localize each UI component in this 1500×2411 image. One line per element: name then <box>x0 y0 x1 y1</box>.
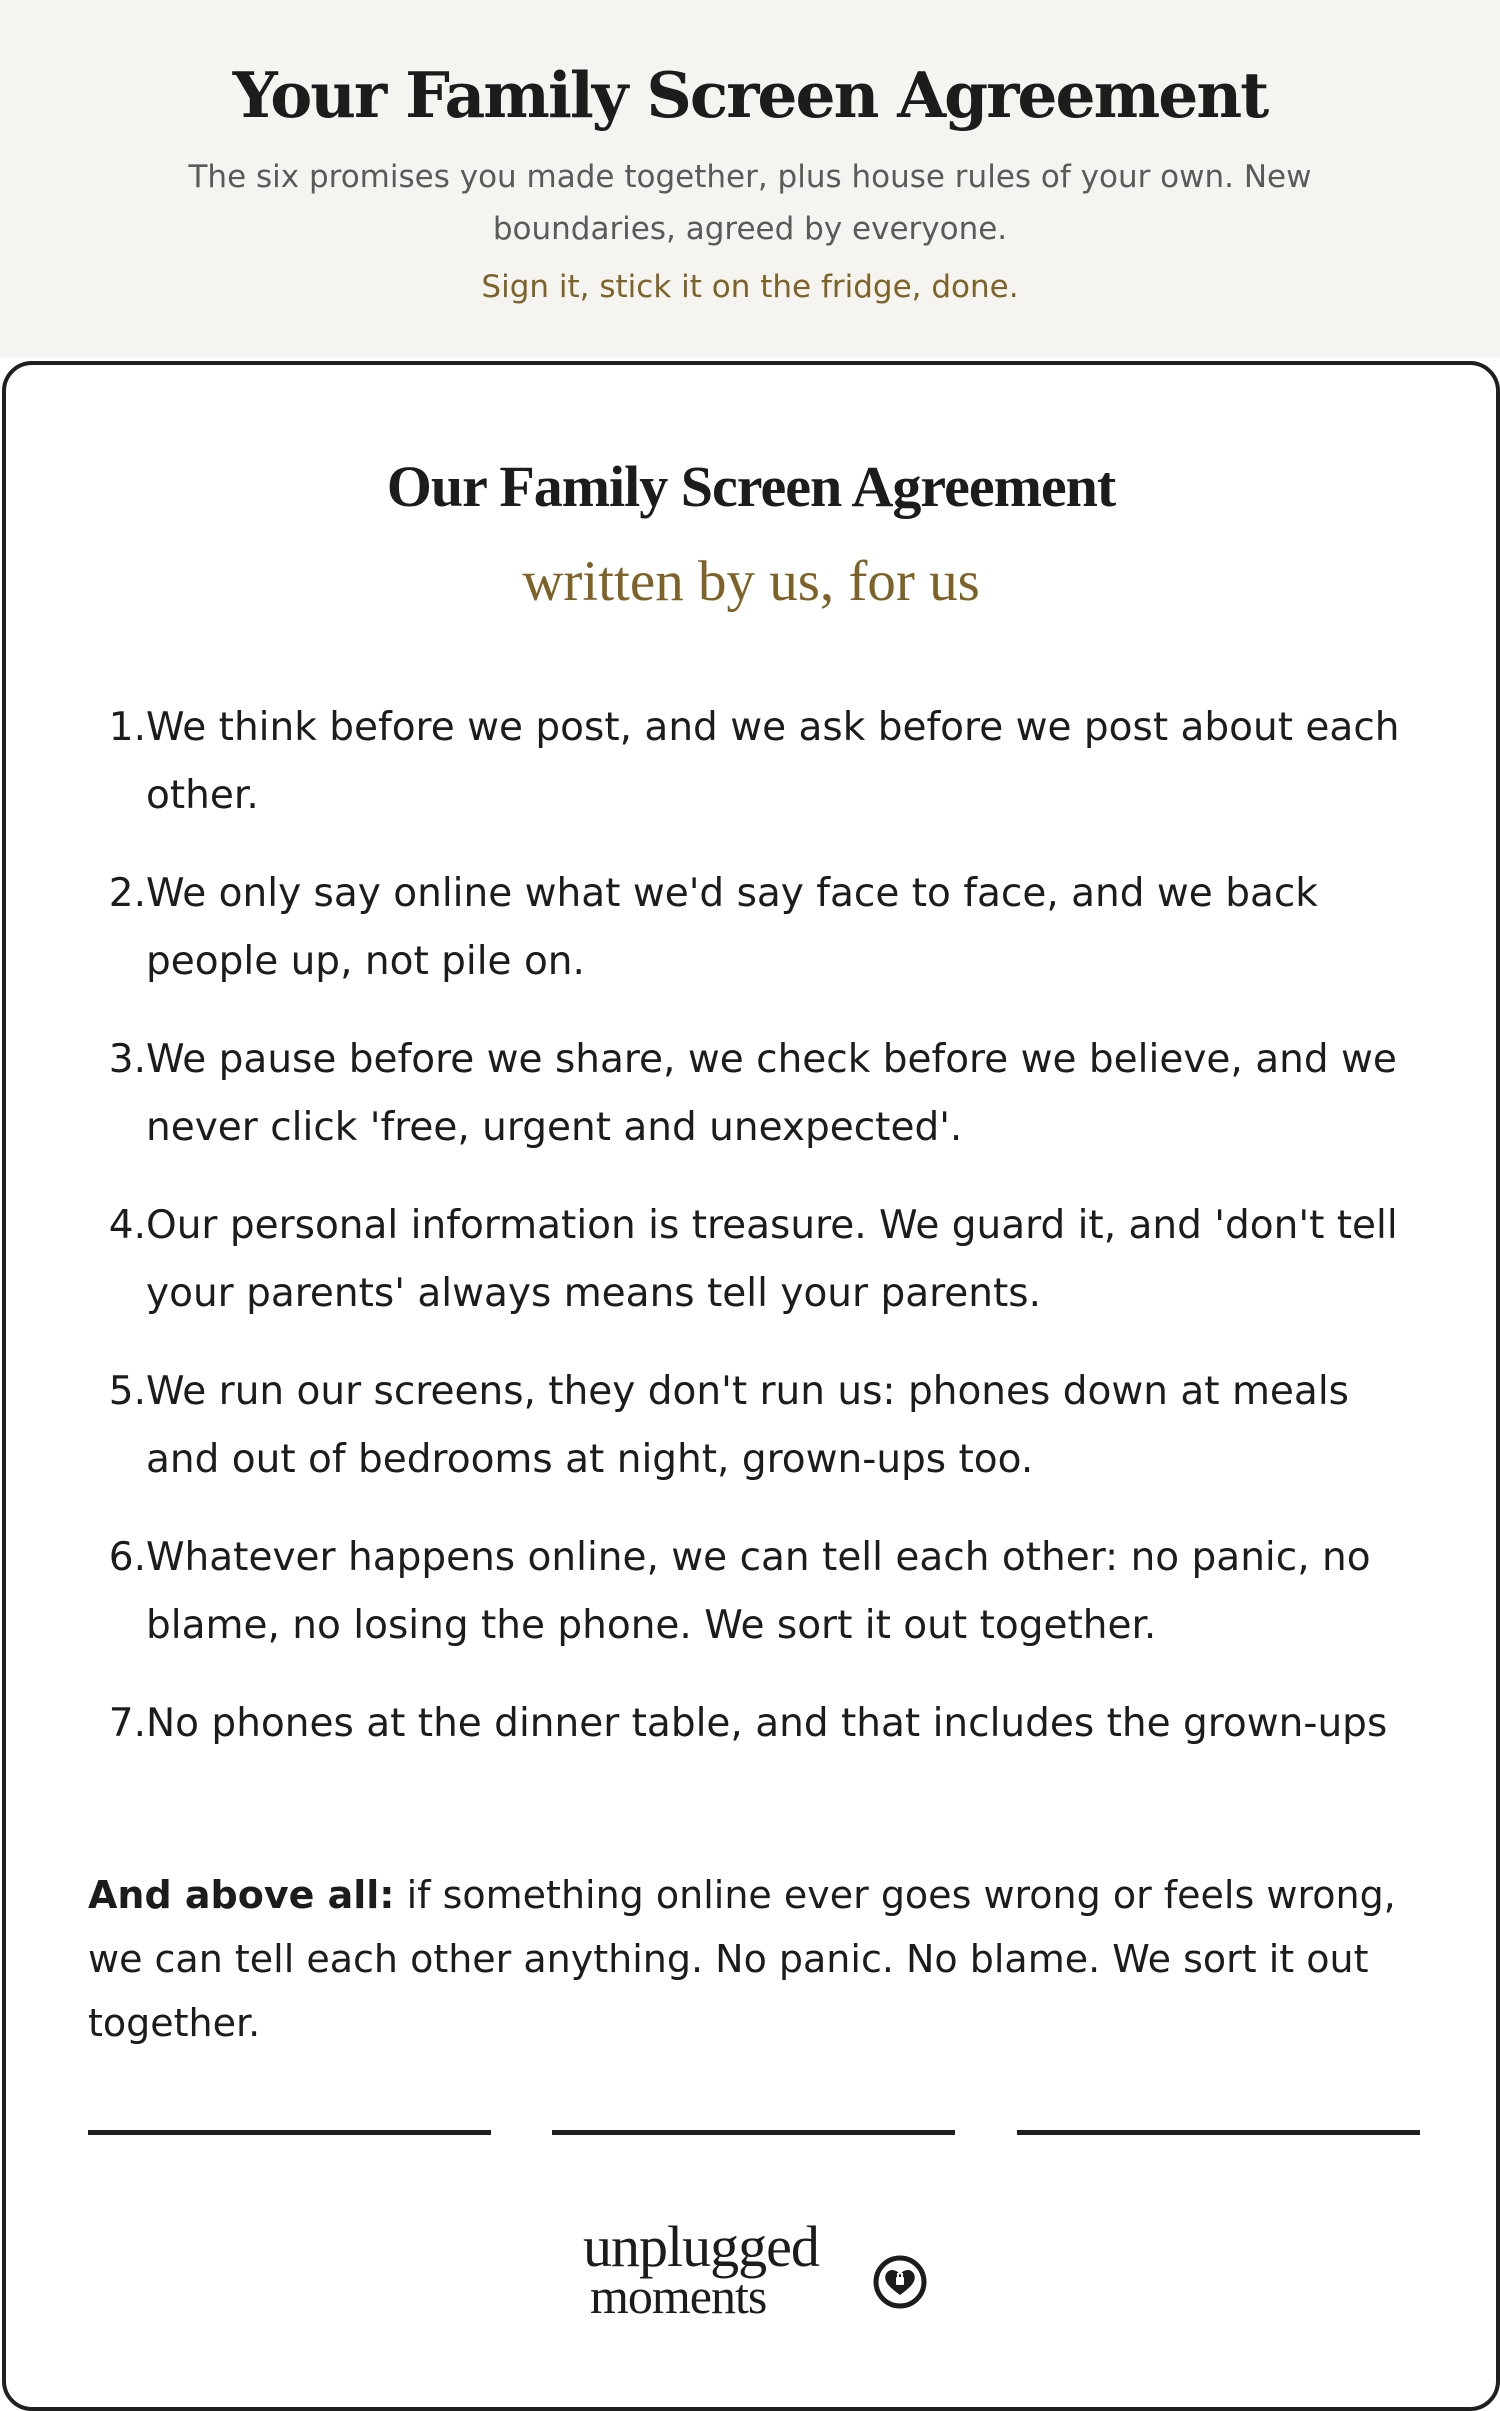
closing-text: if something online ever goes wrong or feels wrong, we can tell each other anything. No panic. No blame. We sort it out together. <box>88 1873 1396 2045</box>
page-title: Your Family Screen Agreement <box>232 58 1268 132</box>
logo-text-line2: moments <box>590 2268 767 2324</box>
promise-text: Whatever happens online, we can tell each other: no panic, no blame, no losing the phone. We sort it out together. <box>146 1535 1371 1648</box>
promise-number: 2. <box>108 871 146 916</box>
promise-text: We run our screens, they don't run us: phones down at meals and out of bedrooms at night, grown-ups too. <box>146 1369 1349 1482</box>
page-subtitle: The six promises you made together, plus house rules of your own. New boundaries, agreed by everyone. <box>188 159 1312 247</box>
signature-line[interactable] <box>1017 2130 1420 2135</box>
promise-number: 7. <box>108 1701 146 1746</box>
closing-label: And above all: <box>88 1873 395 1917</box>
agreement-card <box>2 361 1500 2411</box>
signature-line[interactable] <box>552 2130 955 2135</box>
promise-list <box>88 694 1428 1788</box>
promise-text: We pause before we share, we check before we believe, and we never click 'free, urgent and unexpected'. <box>146 1037 1397 1150</box>
promise-number: 4. <box>108 1203 146 1248</box>
promise-number: 3. <box>108 1037 146 1082</box>
list-item <box>88 694 1428 830</box>
list-item <box>88 1524 1428 1660</box>
page-header <box>0 0 1500 357</box>
promise-number: 1. <box>108 705 146 750</box>
list-item <box>88 1358 1428 1494</box>
signature-line[interactable] <box>88 2130 491 2135</box>
closing-statement <box>88 1863 1438 2055</box>
heart-plug-icon <box>869 2251 931 2313</box>
list-item <box>88 1192 1428 1328</box>
promise-number: 6. <box>108 1535 146 1580</box>
promise-text: We think before we post, and we ask before we post about each other. <box>146 705 1400 818</box>
promise-text: No phones at the dinner table, and that includes the grown-ups <box>146 1701 1388 1746</box>
brand-logo <box>583 2214 928 2349</box>
promise-number: 5. <box>108 1369 146 1414</box>
agreement-title: Our Family Screen Agreement <box>386 454 1116 519</box>
promise-text: We only say online what we'd say face to face, and we back people up, not pile on. <box>146 871 1318 984</box>
list-item <box>88 1026 1428 1162</box>
page-tagline: Sign it, stick it on the fridge, done. <box>481 269 1019 305</box>
agreement-subtitle: written by us, for us <box>522 550 980 613</box>
logo-text-line1: unplugged <box>583 2214 819 2279</box>
promise-text: Our personal information is treasure. We guard it, and 'don't tell your parents' always means tell your parents. <box>146 1203 1398 1316</box>
list-item <box>88 860 1428 996</box>
list-item <box>88 1690 1428 1758</box>
